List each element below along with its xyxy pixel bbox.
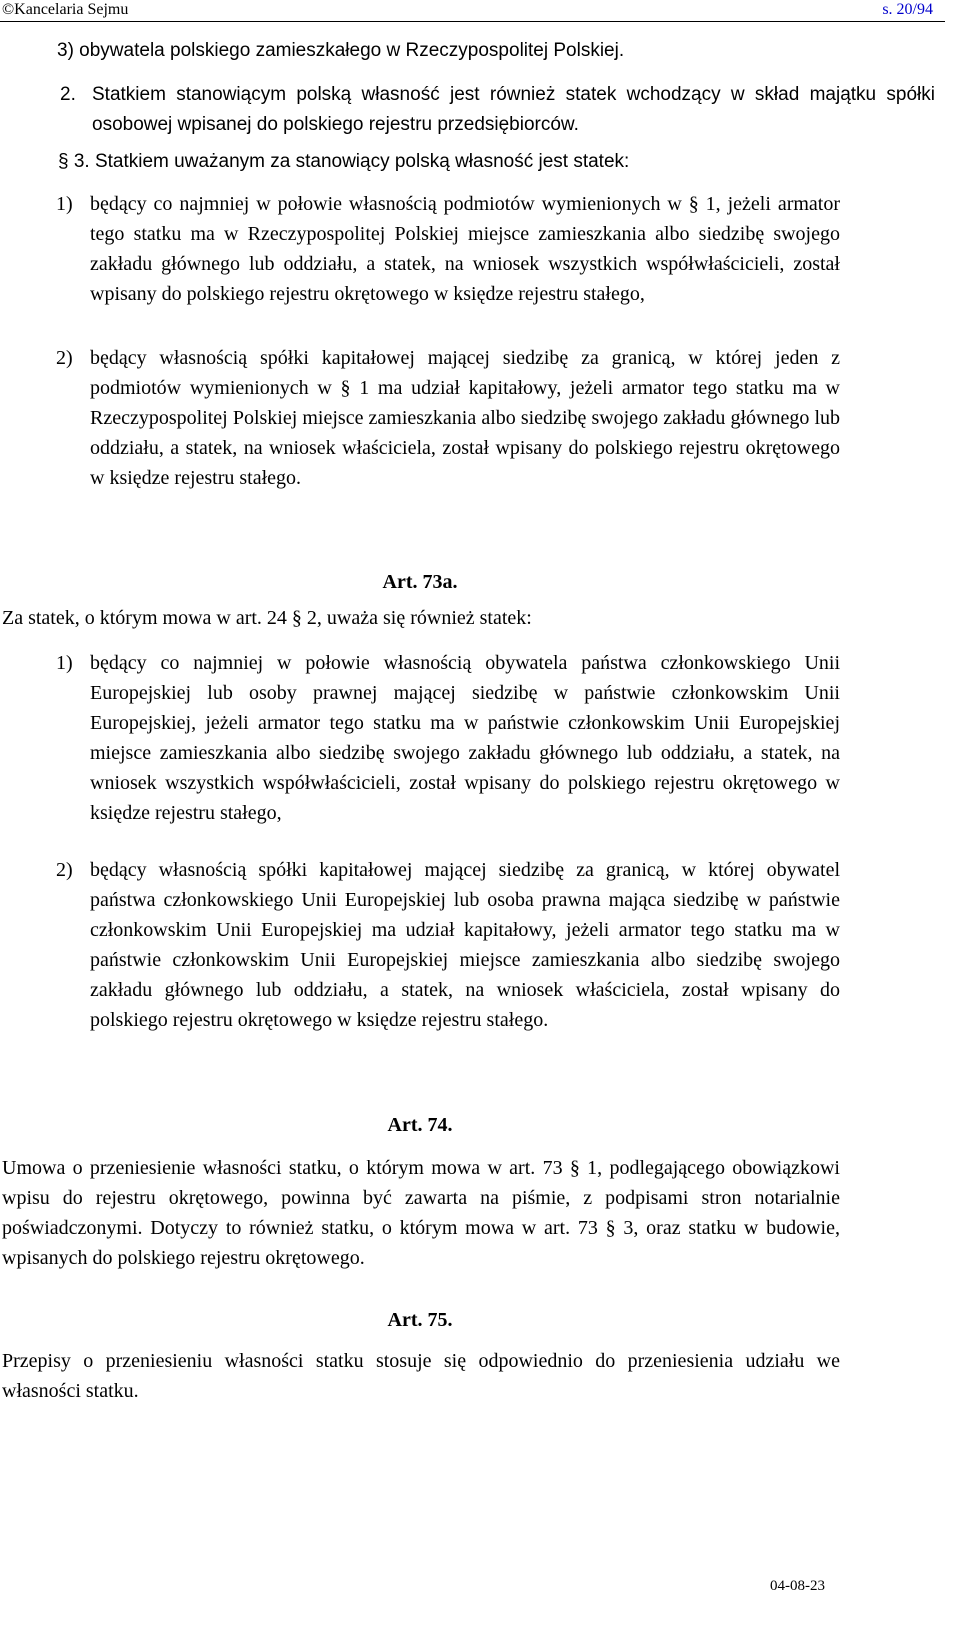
paragraph-3: § 3. Statkiem uważanym za stanowiący polską własność jest statek: (58, 151, 630, 172)
list-item-number: 1) (56, 193, 73, 215)
list-item (56, 343, 840, 493)
list-item-text: będący własnością spółki kapitałowej mającej siedzibę za granicą, w której obywatel państwa członkowskiego Unii Europejskiej lub osoba prawna mająca siedzibę w państwie członkowskim Unii Europejskiej ma udział kapitałowy, jeżeli armator tego statku ma w państwie członkowskim Unii Europejskiej miejsce zamieszkania albo siedzibę swojego zakładu głównego lub oddziału, a statek, na wniosek właściciela, został wpisany do polskiego rejestru okrętowego w księdze rejestru stałego. (90, 859, 840, 1031)
article-75-text: Przepisy o przeniesieniu własności statku stosuje się odpowiednio do przeniesienia udziału we własności statku. (2, 1350, 840, 1402)
page-number: s. 20/94 (882, 1, 933, 18)
list-item (56, 189, 840, 309)
paragraph-2-text: Statkiem stanowiącym polską własność jest również statek wchodzący w skład majątku spółki osobowej wpisanej do polskiego rejestru przedsiębiorców. (92, 84, 935, 135)
article-73a-intro: Za statek, o którym mowa w art. 24 § 2, uważa się również statek: (2, 607, 532, 629)
article-74-title: Art. 74. (387, 1114, 453, 1136)
page-header (0, 0, 945, 20)
paragraph-obywatela: 3) obywatela polskiego zamieszkałego w Rzeczypospolitej Polskiej. (57, 40, 625, 61)
list-item (56, 648, 840, 828)
list-item-number: 2) (56, 859, 73, 881)
article-75-title: Art. 75. (387, 1309, 453, 1331)
footer-date: 04-08-23 (770, 1578, 825, 1594)
article-73a-title: Art. 73a. (382, 571, 458, 593)
list-item-text: będący własnością spółki kapitałowej mającej siedzibę za granicą, w której jeden z podmiotów wymienionych w § 1 ma udział kapitałowy, jeżeli armator tego statku ma w Rzeczypospolitej Polskiej miejsce zamieszkania albo siedzibę swojego zakładu głównego lub oddziału, a statek, na wniosek właściciela, został wpisany do polskiego rejestru okrętowego w księdze rejestru stałego. (90, 347, 840, 489)
article-74-text: Umowa o przeniesienie własności statku, o którym mowa w art. 73 § 1, podlegającego obowiązkowi wpisu do rejestru okrętowego, powinna być zawarta na piśmie, z podpisami stron notarialnie poświadczonymi. Dotyczy to również statku, o którym mowa w art. 73 § 3, oraz statku w budowie, wpisanych do polskiego rejestru okrętowego. (2, 1157, 840, 1269)
list-item-number: 2) (56, 347, 73, 369)
list-item-number: 1) (56, 652, 73, 674)
list-item (56, 855, 840, 1035)
paragraph-2 (60, 80, 935, 140)
paragraph-2-number: 2. (60, 84, 76, 105)
list-item-text: będący co najmniej w połowie własnością podmiotów wymienionych w § 1, jeżeli armator tego statku ma w Rzeczypospolitej Polskiej miejsce zamieszkania albo siedzibę swojego zakładu głównego lub oddziału, a statek, na wniosek wszystkich współwłaścicieli, został wpisany do polskiego rejestru okrętowego w księdze rejestru stałego, (90, 193, 840, 305)
list-item-text: będący co najmniej w połowie własnością obywatela państwa członkowskiego Unii Europejskiej lub osoby prawnej mającej siedzibę w państwie członkowskim Unii Europejskiej, jeżeli armator tego statku ma w państwie członkowskim Unii Europejskiej miejsce zamieszkania albo siedzibę swojego zakładu głównego lub oddziału, a statek, na wniosek wszystkich współwłaścicieli, został wpisany do polskiego rejestru okrętowego w księdze rejestru stałego, (90, 652, 840, 824)
header-divider (0, 21, 945, 22)
source-label: ©Kancelaria Sejmu (2, 1, 129, 18)
